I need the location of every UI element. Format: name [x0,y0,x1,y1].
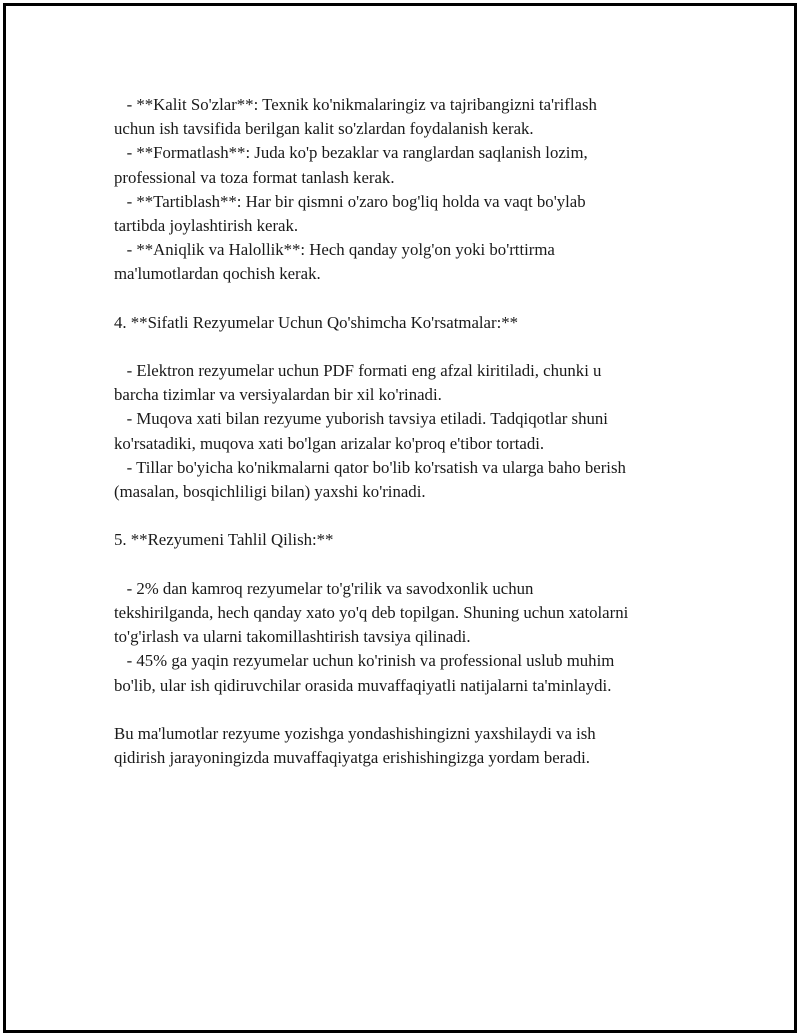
list-item [114,407,694,455]
list-item [114,577,694,650]
closing-line: qidirish jarayoningizda muvaffaqiyatga erishishingizga yordam beradi. [114,748,590,768]
list-item-line: uchun ish tavsifida berilgan kalit so'zlardan foydalanish kerak. [114,119,534,139]
paragraph-gap [114,287,694,311]
document-body [114,93,694,770]
list-item [114,649,694,697]
list-item-line: - Tillar bo'yicha ko'nikmalarni qator bo'lib ko'rsatish va ularga baho berish [114,457,626,477]
list-item-line: - **Kalit So'zlar**: Texnik ko'nikmalaringiz va tajribangizni ta'riflash [114,95,597,114]
list-item-line: - Elektron rezyumelar uchun PDF formati eng afzal kiritiladi, chunki u [114,361,602,381]
section-4-list [114,359,694,504]
list-item-kalit-sozlar [114,93,694,141]
list-item-line: - **Aniqlik va Halollik**: Hech qanday yolg'on yoki bo'rttirma [114,240,555,260]
list-item [114,359,694,407]
list-item-line: ko'rsatadiki, muqova xati bo'lgan arizalar ko'proq e'tibor tortadi. [114,433,545,453]
paragraph-gap [114,698,694,722]
tips-list [114,93,694,287]
list-item [114,456,694,504]
paragraph-gap [114,504,694,528]
list-item-line: bo'lib, ular ish qidiruvchilar orasida muvaffaqiyatli natijalarni ta'minlaydi. [114,675,612,695]
list-item-line: to'g'irlash va ularni takomillashtirish tavsiya qilinadi. [114,627,471,647]
list-item-line: professional va toza format tanlash kerak. [114,167,395,187]
section-5-heading: 5. **Rezyumeni Tahlil Qilish:** [114,530,334,550]
list-item-line: - **Tartiblash**: Har bir qismni o'zaro bog'liq holda va vaqt bo'ylab [114,191,586,211]
list-item-line: (masalan, bosqichliligi bilan) yaxshi ko'rinadi. [114,482,426,501]
list-item-aniqlik [114,238,694,286]
list-item-line: tekshirilganda, hech qanday xato yo'q deb topilgan. Shuning uchun xatolarni [114,602,629,622]
section-4-heading: 4. **Sifatli Rezyumelar Uchun Qo'shimcha Ko'rsatmalar:** [114,312,519,332]
list-item-formatlash [114,141,694,189]
closing-line: Bu ma'lumotlar rezyume yozishga yondashishingizni yaxshilaydi va ish [114,723,596,743]
list-item-line: tartibda joylashtirish kerak. [114,215,299,235]
list-item-line: - Muqova xati bilan rezyume yuborish tavsiya etiladi. Tadqiqotlar shuni [114,409,608,429]
list-item-line: - 2% dan kamroq rezyumelar to'g'rilik va savodxonlik uchun [114,578,534,598]
list-item-line: - 45% ga yaqin rezyumelar uchun ko'rinish va professional uslub muhim [114,651,615,671]
closing-paragraph [114,722,694,770]
section-5-list [114,577,694,698]
list-item-line: barcha tizimlar va versiyalardan bir xil ko'rinadi. [114,385,442,405]
paragraph-gap [114,553,694,577]
list-item-line: - **Formatlash**: Juda ko'p bezaklar va ranglardan saqlanish lozim, [114,143,588,163]
list-item-tartiblash [114,190,694,238]
paragraph-gap [114,335,694,359]
list-item-line: ma'lumotlardan qochish kerak. [114,264,321,284]
